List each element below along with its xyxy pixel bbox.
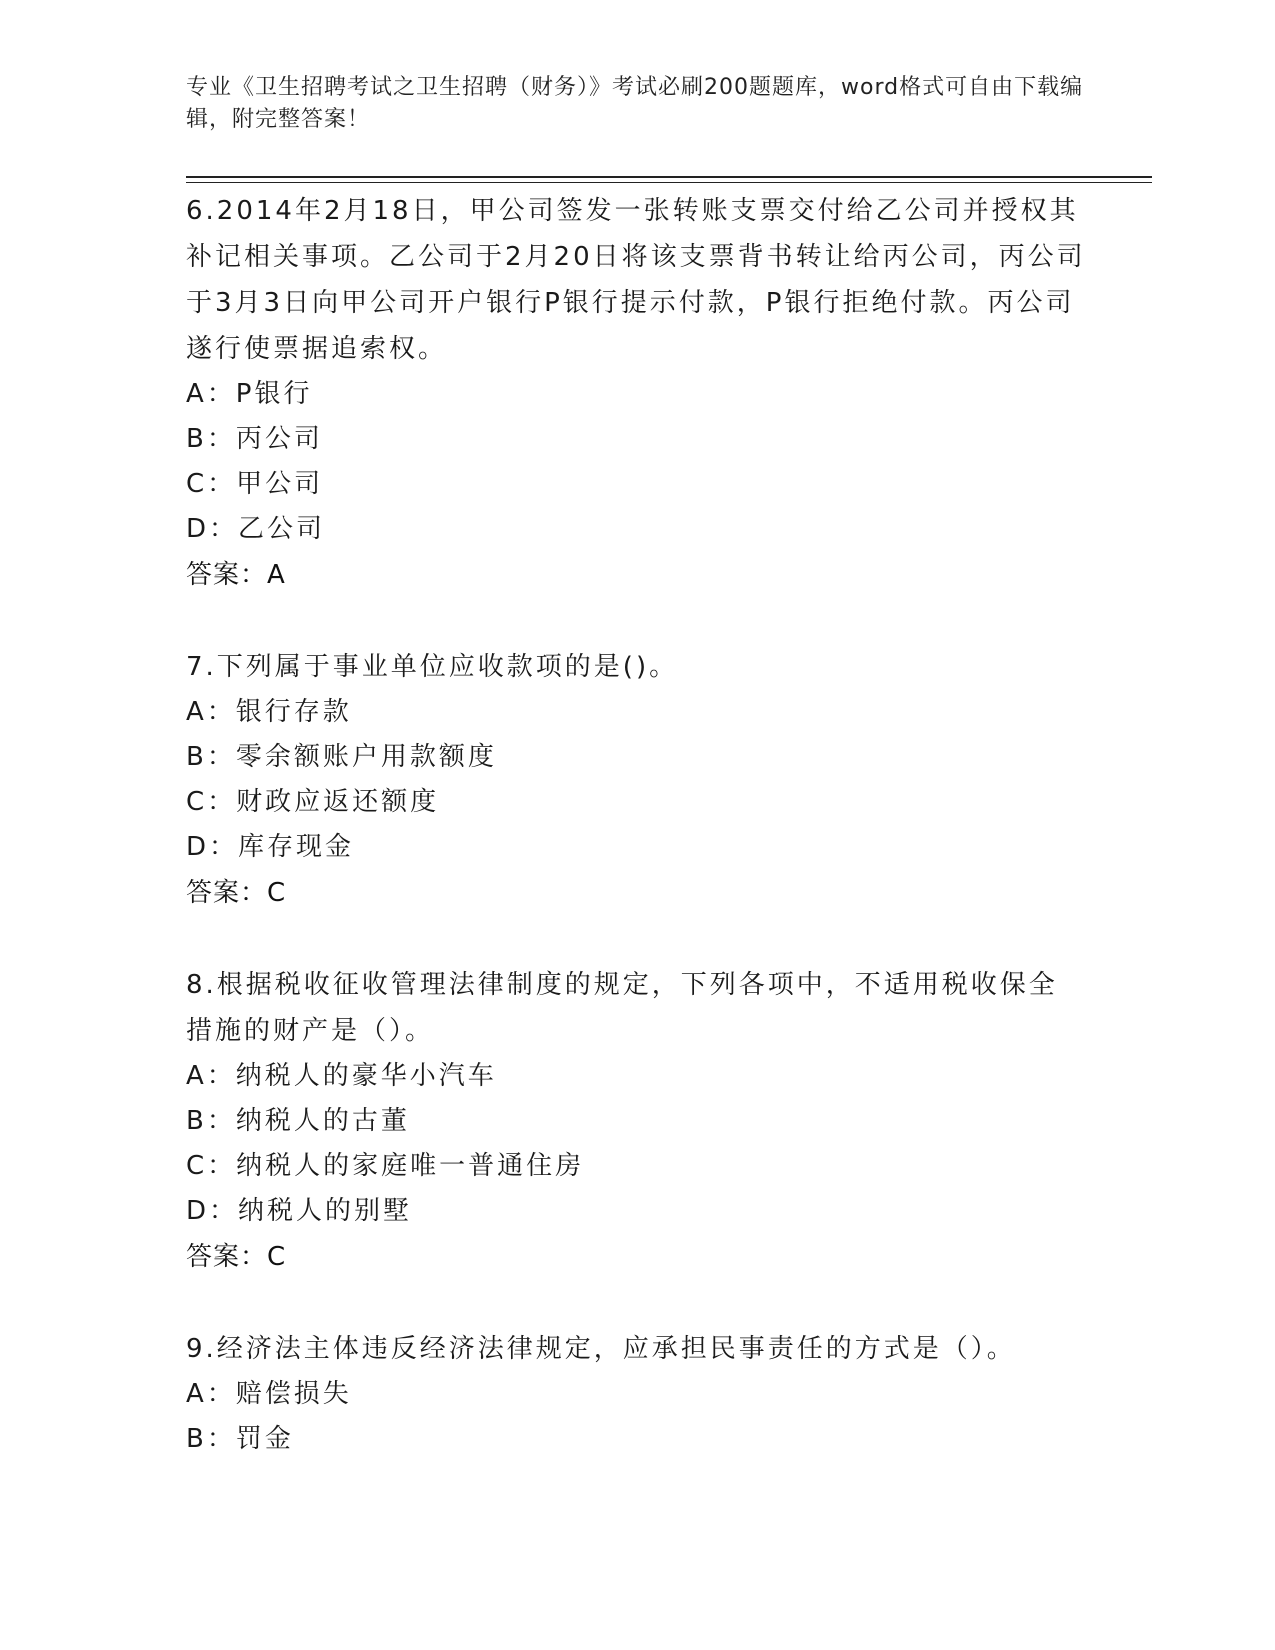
option-b: B：丙公司 (186, 424, 323, 454)
answer: 答案：C (186, 1242, 287, 1272)
option-c: C：财政应返还额度 (186, 787, 440, 817)
question-6 (186, 188, 1086, 598)
question-stem: 9.经济法主体违反经济法律规定，应承担民事责任的方式是（）。 (186, 1334, 1016, 1364)
option-b: B：罚金 (186, 1424, 294, 1454)
question-stem: 8.根据税收征收管理法律制度的规定，下列各项中，不适用税收保全措施的财产是（）。 (186, 970, 1058, 1046)
option-d: D：乙公司 (186, 514, 326, 544)
question-stem: 6.2014年2月18日，甲公司签发一张转账支票交付给乙公司并授权其补记相关事项。乙公司于2月20日将该支票背书转让给丙公司，丙公司于3月3日向甲公司开户银行P银行提示付款，P银行拒绝付款。丙公司遂行使票据追索权。 (186, 196, 1086, 364)
header-divider-thick (186, 176, 1152, 178)
question-9 (186, 1326, 1086, 1462)
option-a: A：银行存款 (186, 697, 352, 727)
option-a: A：纳税人的豪华小汽车 (186, 1061, 497, 1091)
question-8 (186, 962, 1086, 1280)
answer: 答案：C (186, 878, 287, 908)
option-a: A：赔偿损失 (186, 1379, 352, 1409)
option-a: A：P银行 (186, 379, 313, 409)
option-b: B：零余额账户用款额度 (186, 742, 497, 772)
document-header: 专业《卫生招聘考试之卫生招聘（财务）》考试必刷200题题库，word格式可自由下载编辑，附完整答案！ (186, 75, 1084, 132)
answer: 答案：A (186, 560, 286, 590)
option-d: D：纳税人的别墅 (186, 1196, 413, 1226)
question-list (186, 188, 1086, 1508)
option-b: B：纳税人的古董 (186, 1106, 410, 1136)
header-divider-thin (186, 182, 1152, 183)
question-stem: 7.下列属于事业单位应收款项的是()。 (186, 652, 679, 682)
option-c: C：纳税人的家庭唯一普通住房 (186, 1151, 585, 1181)
question-7 (186, 644, 1086, 916)
option-c: C：甲公司 (186, 469, 324, 499)
option-d: D：库存现金 (186, 832, 355, 862)
